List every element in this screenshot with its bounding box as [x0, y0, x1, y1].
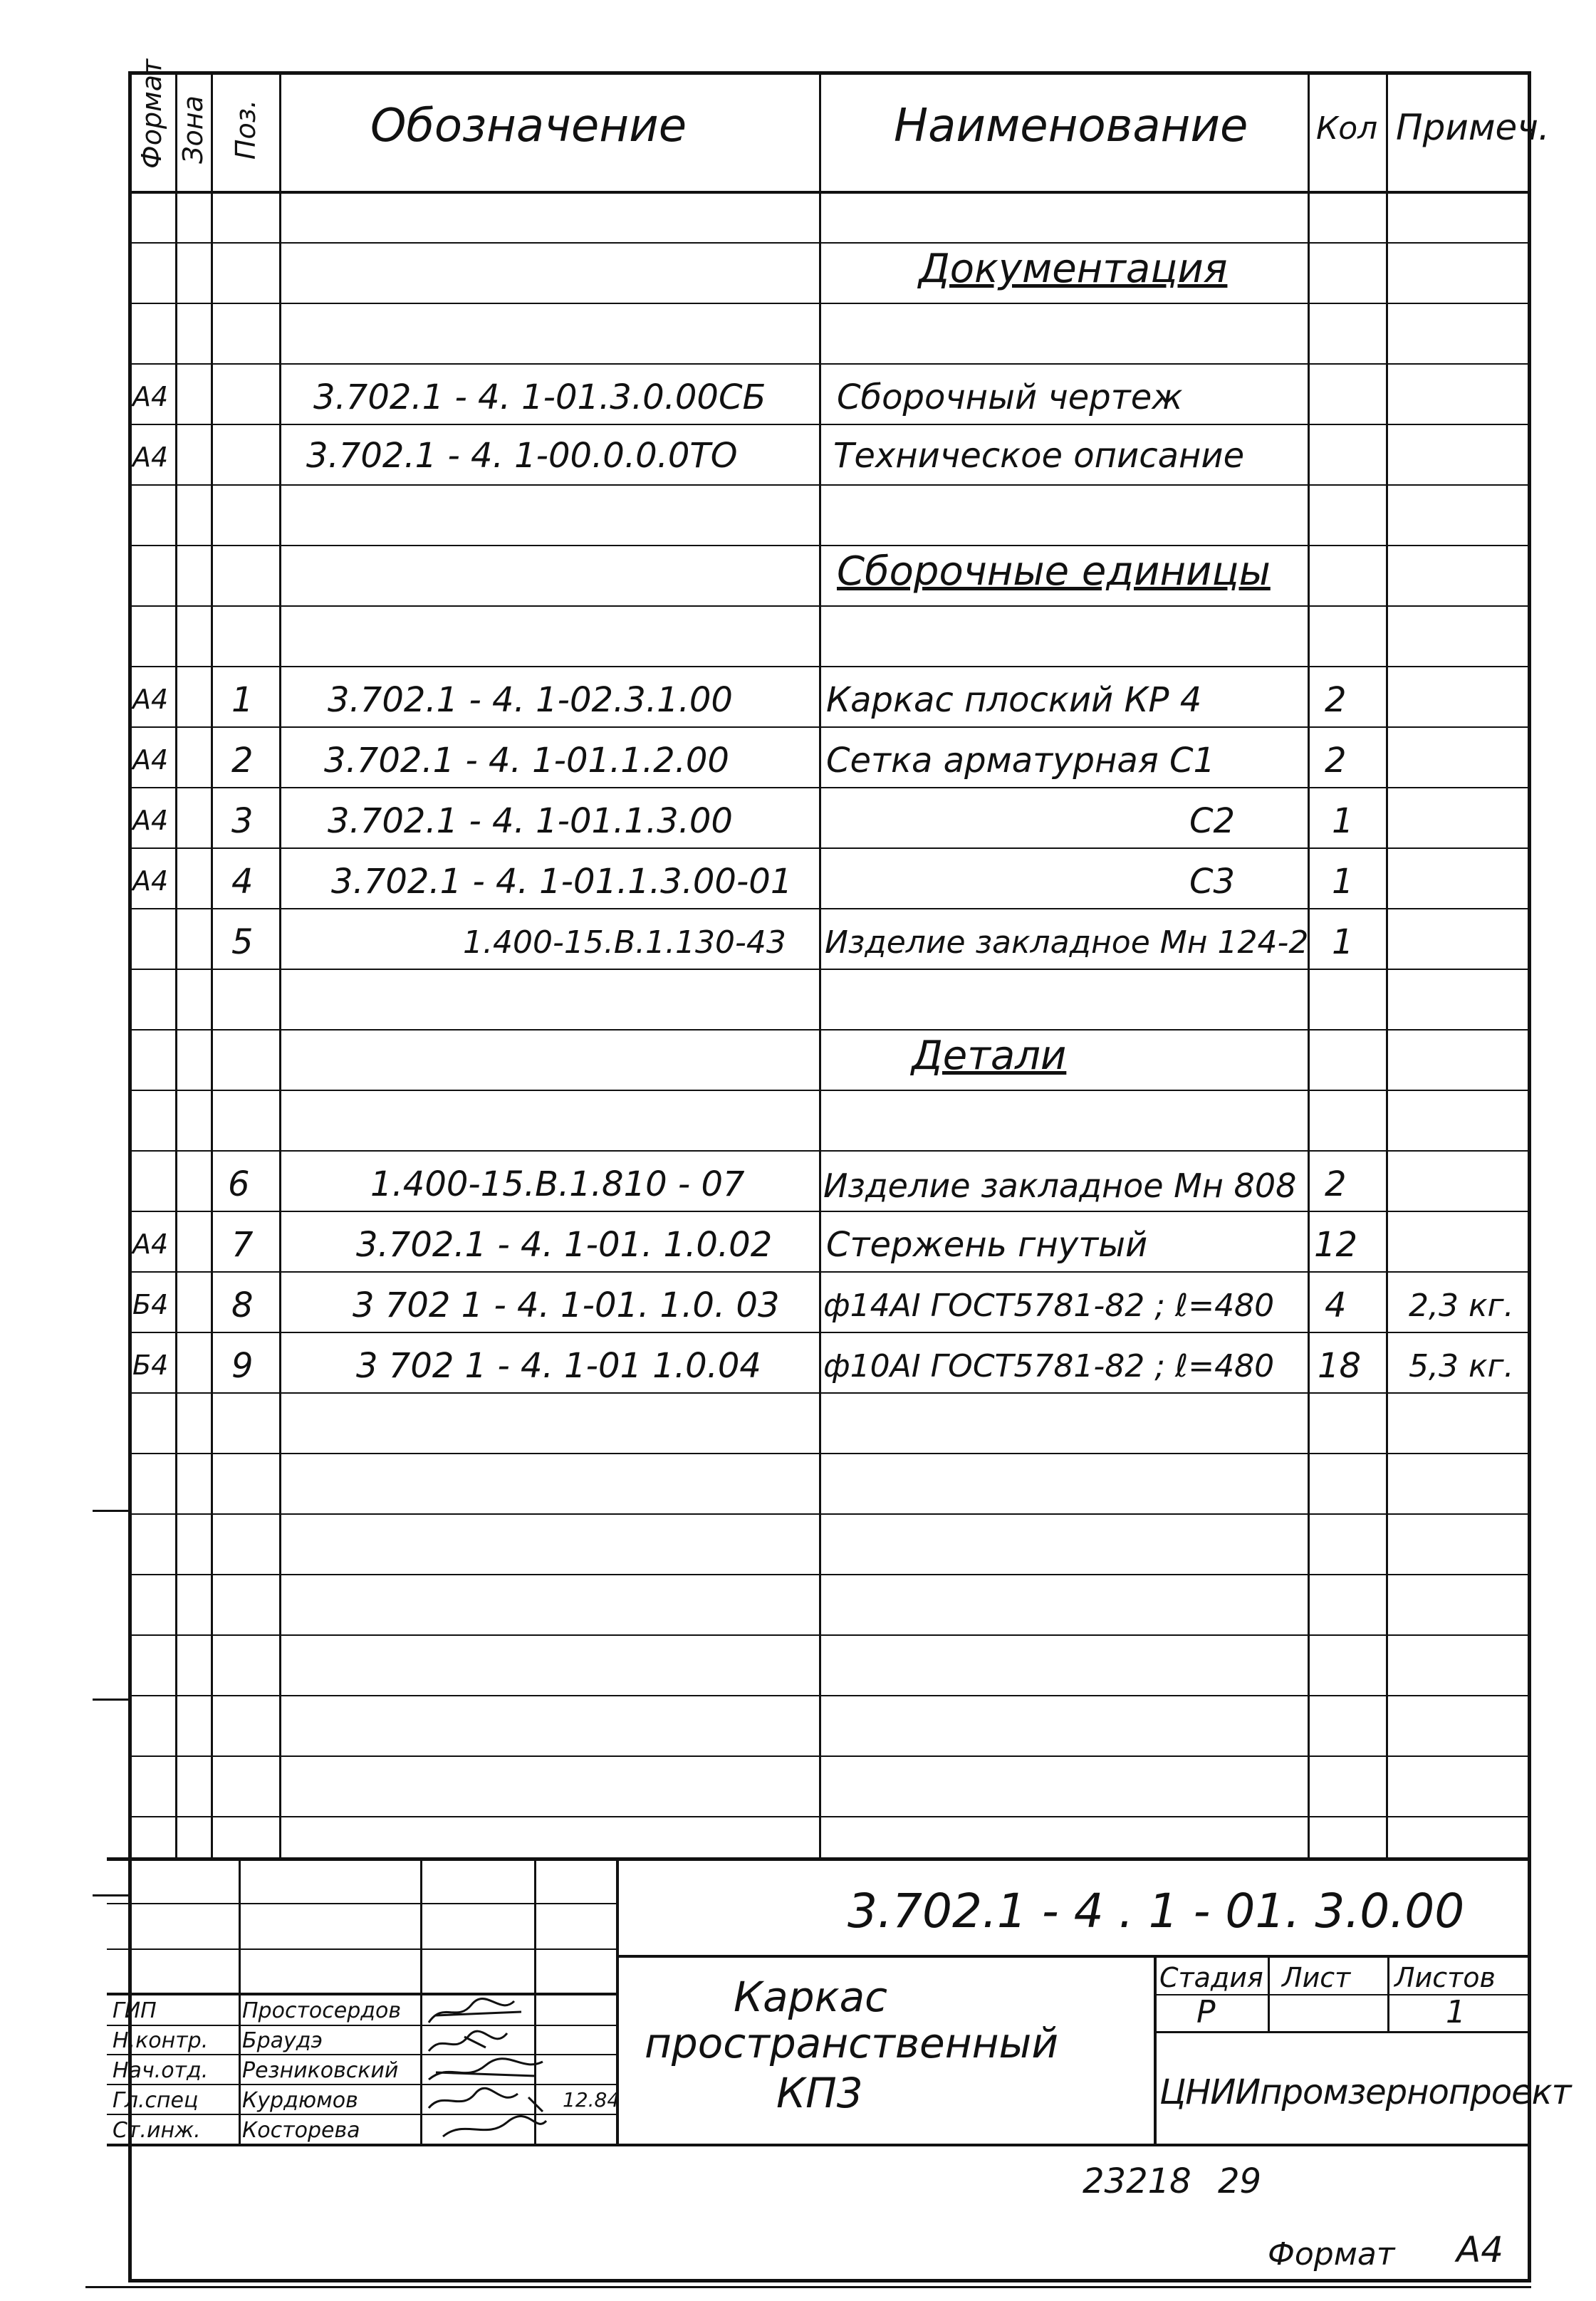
row-name: ф10АI ГОСТ5781-82 ; ℓ=480	[823, 1348, 1275, 1384]
row-name: Каркас плоский КР 4	[826, 680, 1202, 720]
header-note: Примеч.	[1396, 107, 1550, 148]
row-line	[128, 908, 1531, 909]
sheet-label: Лист	[1282, 1962, 1351, 1993]
header-qty: Кол	[1316, 110, 1378, 147]
row-designation: 3.702.1 - 4. 1-01.1.3.00	[328, 801, 733, 841]
sign-date: 12.84	[563, 2088, 620, 2112]
row-line	[128, 1029, 1531, 1031]
row-name: С3	[1189, 862, 1236, 902]
row-designation: 3 702 1 - 4. 1-01. 1.0. 03	[353, 1285, 780, 1325]
format-label: Формат	[1268, 2236, 1395, 2273]
row-designation: 1.400-15.В.1.810 - 07	[370, 1164, 745, 1204]
tb-line	[616, 1955, 1531, 1958]
row-pos: 8	[231, 1285, 254, 1325]
staff-role: Нач.отд.	[113, 2058, 209, 2083]
tb-vline	[1387, 1955, 1389, 2033]
signatures	[422, 1994, 614, 2144]
format-value: А4	[1456, 2229, 1504, 2270]
title-line-3: КП3	[776, 2069, 863, 2117]
col-line	[211, 71, 213, 1859]
row-qty: 2	[1325, 741, 1347, 781]
row-qty: 1	[1332, 801, 1354, 841]
staff-name: Простосердов	[242, 1998, 402, 2023]
row-line	[128, 1695, 1531, 1696]
row-format: А4	[132, 442, 169, 473]
row-pos: 1	[231, 680, 254, 720]
row-line	[128, 1816, 1531, 1817]
header-pos: Поз.	[230, 99, 261, 160]
row-name: Изделие закладное Мн 124-2	[825, 924, 1309, 961]
row-designation: 3 702 1 - 4. 1-01 1.0.04	[356, 1346, 761, 1386]
row-line	[128, 242, 1531, 244]
tb-vline	[239, 1859, 241, 2145]
staff-name: Курдюмов	[242, 2088, 358, 2113]
row-line	[128, 424, 1531, 425]
row-line	[128, 847, 1531, 849]
col-line	[1386, 71, 1388, 1859]
row-line	[128, 605, 1531, 607]
inventory-number: 23218	[1083, 2161, 1191, 2201]
col-line	[819, 71, 821, 1859]
row-format: А4	[132, 744, 169, 776]
col-line	[279, 71, 281, 1859]
row-line	[128, 1574, 1531, 1575]
organization: ЦНИИпромзернопроект	[1159, 2072, 1571, 2112]
bottom-edge-line	[85, 2286, 1531, 2288]
row-format: А4	[132, 1228, 169, 1260]
row-line	[128, 1453, 1531, 1454]
row-note: 5,3 кг.	[1409, 1348, 1514, 1384]
row-qty: 2	[1325, 680, 1347, 720]
row-designation: 3.702.1 - 4. 1-01. 1.0.02	[356, 1225, 773, 1265]
staff-role: Гл.спец	[113, 2088, 199, 2113]
row-qty: 1	[1332, 862, 1354, 902]
tb-line	[1154, 2031, 1531, 2033]
row-pos: 3	[231, 801, 254, 841]
title-line-2: пространственный	[645, 2019, 1059, 2067]
staff-name: Косторева	[242, 2118, 360, 2143]
row-format: А4	[132, 381, 169, 412]
staff-role: ГИП	[113, 1998, 157, 2023]
row-qty: 18	[1318, 1346, 1362, 1386]
row-line	[128, 726, 1531, 728]
row-name: Стержень гнутый	[826, 1225, 1148, 1265]
row-line	[128, 1150, 1531, 1152]
row-pos: 6	[228, 1164, 250, 1204]
col-line	[175, 71, 177, 1859]
header-name: Наименование	[894, 100, 1248, 152]
tb-line	[107, 1903, 616, 1904]
row-designation: 3.702.1 - 4. 1-01.3.0.00СБ	[313, 377, 766, 417]
row-format: Б4	[132, 1289, 169, 1320]
row-name: Сборочный чертеж	[837, 377, 1183, 417]
col-line	[1308, 71, 1310, 1859]
row-format: А4	[132, 805, 169, 836]
row-note: 2,3 кг.	[1409, 1288, 1514, 1324]
row-line	[128, 1332, 1531, 1333]
row-format: А4	[132, 684, 169, 715]
row-qty: 4	[1325, 1285, 1347, 1325]
page-number: 29	[1218, 2161, 1262, 2201]
row-line	[128, 1755, 1531, 1757]
stage-label: Стадия	[1159, 1962, 1263, 1993]
row-line	[128, 363, 1531, 365]
margin-tick	[93, 1699, 128, 1701]
row-designation: 3.702.1 - 4. 1-02.3.1.00	[328, 680, 733, 720]
row-line	[128, 1392, 1531, 1394]
margin-tick	[93, 1510, 128, 1512]
doc-code: 3.702.1 - 4 . 1 - 01. 3.0.00	[847, 1884, 1465, 1939]
row-designation: 3.702.1 - 4. 1-00.0.0.0ТО	[306, 436, 738, 476]
row-format: Б4	[132, 1350, 169, 1381]
row-designation: 3.702.1 - 4. 1-01.1.3.00-01	[331, 862, 793, 902]
row-designation: 1.400-15.В.1.130-43	[463, 924, 786, 961]
row-line	[128, 1634, 1531, 1636]
row-name: Техническое описание	[833, 436, 1245, 476]
row-pos: 7	[231, 1225, 254, 1265]
header-designation: Обозначение	[370, 100, 687, 152]
row-pos: 4	[231, 862, 254, 902]
row-line	[128, 787, 1531, 788]
row-line	[128, 1271, 1531, 1273]
row-line	[128, 666, 1531, 667]
tb-vline	[1154, 1955, 1157, 2145]
row-name: С2	[1189, 801, 1236, 841]
staff-name: Браудэ	[242, 2028, 323, 2053]
tb-line	[107, 1948, 616, 1950]
header-zone: Зона	[177, 95, 209, 164]
row-pos: 2	[231, 741, 254, 781]
section-details: Детали	[912, 1033, 1067, 1079]
title-block-top	[107, 1857, 1531, 1861]
row-line	[128, 484, 1531, 486]
row-line	[128, 1211, 1531, 1212]
staff-role: Н.контр.	[113, 2028, 209, 2053]
sheets-value: 1	[1446, 1994, 1466, 2030]
row-line	[128, 1090, 1531, 1091]
row-line	[128, 1513, 1531, 1515]
tb-line	[107, 2144, 1531, 2146]
row-line	[128, 303, 1531, 304]
title-line-1: Каркас	[734, 1973, 887, 2021]
row-line	[128, 545, 1531, 546]
stage-value: Р	[1196, 1994, 1216, 2030]
row-qty: 12	[1314, 1225, 1358, 1265]
margin-tick	[93, 1894, 128, 1896]
sheets-label: Листов	[1394, 1962, 1496, 1993]
row-name: Изделие закладное Мн 808	[823, 1167, 1297, 1205]
row-format: А4	[132, 865, 169, 897]
row-designation: 3.702.1 - 4. 1-01.1.2.00	[324, 741, 729, 781]
row-pos: 5	[231, 922, 254, 962]
row-line	[128, 969, 1531, 970]
tb-vline	[1268, 1955, 1270, 2033]
header-divider	[128, 191, 1531, 194]
row-name: Сетка арматурная С1	[826, 741, 1215, 781]
header-format: Формат	[136, 58, 167, 169]
row-pos: 9	[231, 1346, 254, 1386]
staff-name: Резниковский	[242, 2058, 399, 2083]
staff-role: Ст.инж.	[113, 2118, 201, 2143]
row-qty: 1	[1332, 922, 1354, 962]
section-assembly-units: Сборочные единицы	[837, 548, 1271, 595]
row-qty: 2	[1325, 1164, 1347, 1204]
row-name: ф14АI ГОСТ5781-82 ; ℓ=480	[823, 1288, 1275, 1324]
section-documentation: Документация	[919, 246, 1228, 292]
